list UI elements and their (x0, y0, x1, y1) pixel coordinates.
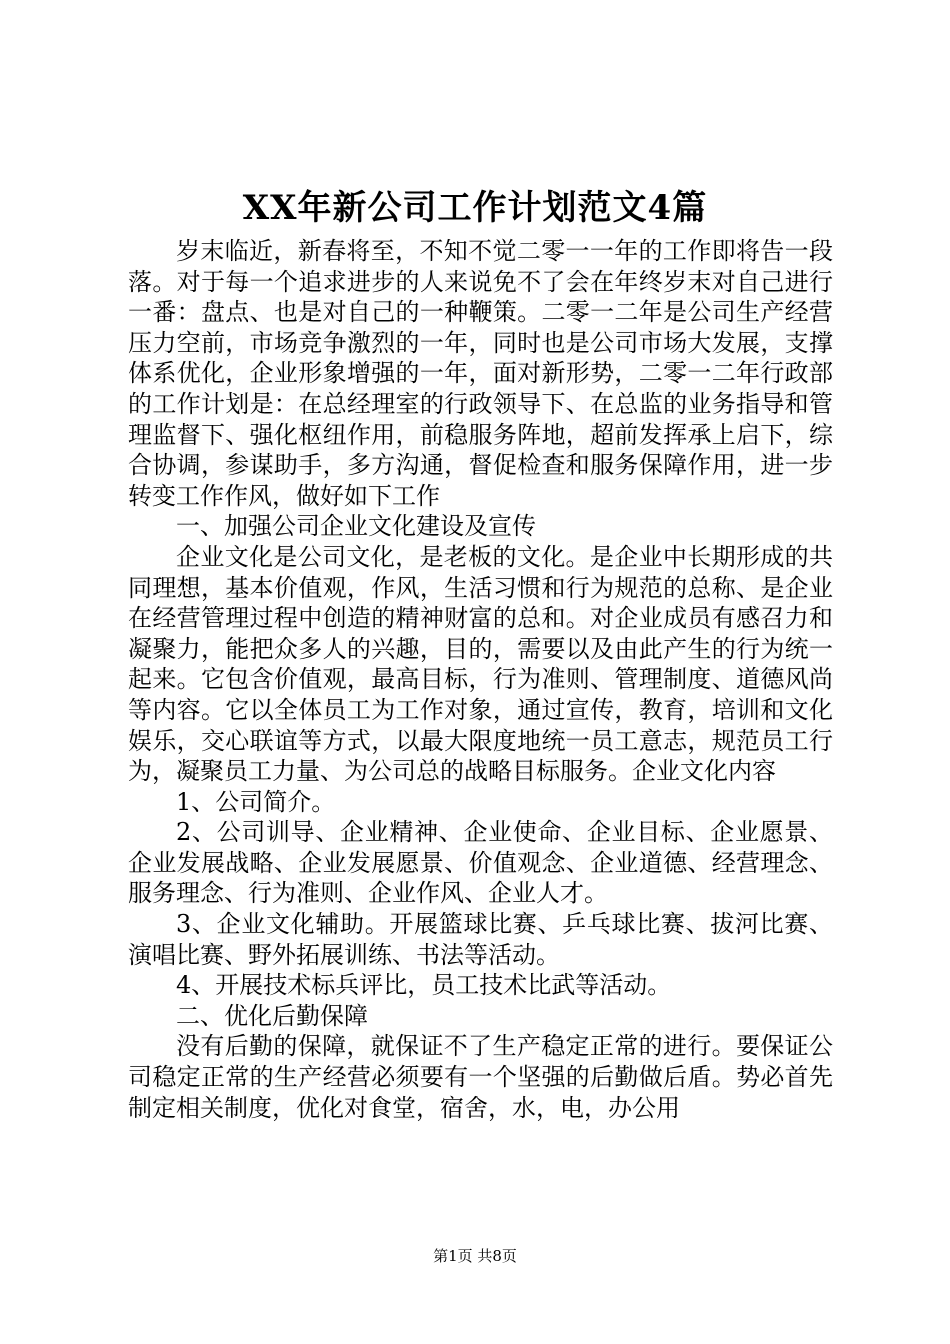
page-number: 第1页 共8页 (433, 1247, 517, 1265)
document-body (128, 236, 833, 1123)
document-title: XX年新公司工作计划范文4篇 (242, 188, 708, 228)
section-heading-culture: 一、加强公司企业文化建设及宣传 (176, 512, 536, 541)
list-item-3: 3、企业文化辅助。开展篮球比赛、乒乓球比赛、拔河比赛、演唱比赛、野外拓展训练、书法等活动。 (128, 910, 833, 969)
section-heading-logistics: 二、优化后勤保障 (176, 1001, 368, 1030)
list-item-1: 1、公司简介。 (176, 787, 336, 816)
list-item-4: 4、开展技术标兵评比，员工技术比武等活动。 (176, 971, 672, 1000)
paragraph-logistics: 没有后勤的保障，就保证不了生产稳定正常的进行。要保证公司稳定正常的生产经营必须要有一个坚强的后勤做后盾。势必首先制定相关制度，优化对食堂，宿舍，水，电，办公用 (128, 1032, 833, 1122)
list-item-2: 2、公司训导、企业精神、企业使命、企业目标、企业愿景、企业发展战略、企业发展愿景、价值观念、企业道德、经营理念、服务理念、行为准则、企业作风、企业人才。 (128, 818, 833, 908)
paragraph-intro: 岁末临近，新春将至，不知不觉二零一一年的工作即将告一段落。对于每一个追求进步的人来说免不了会在年终岁末对自己进行一番：盘点、也是对自己的一种鞭策。二零一二年是公司生产经营压力空前，市场竞争激烈的一年，同时也是公司市场大发展，支撑体系优化，企业形象增强的一年，面对新形势，二零一二年行政部的工作计划是：在总经理室的行政领导下、在总监的业务指导和管理监督下、强化枢纽作用，前稳服务阵地，超前发挥承上启下，综合协调，参谋助手，多方沟通，督促检查和服务保障作用，进一步转变工作作风，做好如下工作 (128, 237, 833, 510)
paragraph-culture: 企业文化是公司文化，是老板的文化。是企业中长期形成的共同理想，基本价值观，作风，生活习惯和行为规范的总称、是企业在经营管理过程中创造的精神财富的总和。对企业成员有感召力和凝聚力，能把众多人的兴趣，目的，需要以及由此产生的行为统一起来。它包含价值观，最高目标，行为准则、管理制度、道德风尚等内容。它以全体员工为工作对象，通过宣传，教育，培训和文化娱乐，交心联谊等方式，以最大限度地统一员工意志，规范员工行为，凝聚员工力量、为公司总的战略目标服务。企业文化内容 (128, 542, 833, 786)
